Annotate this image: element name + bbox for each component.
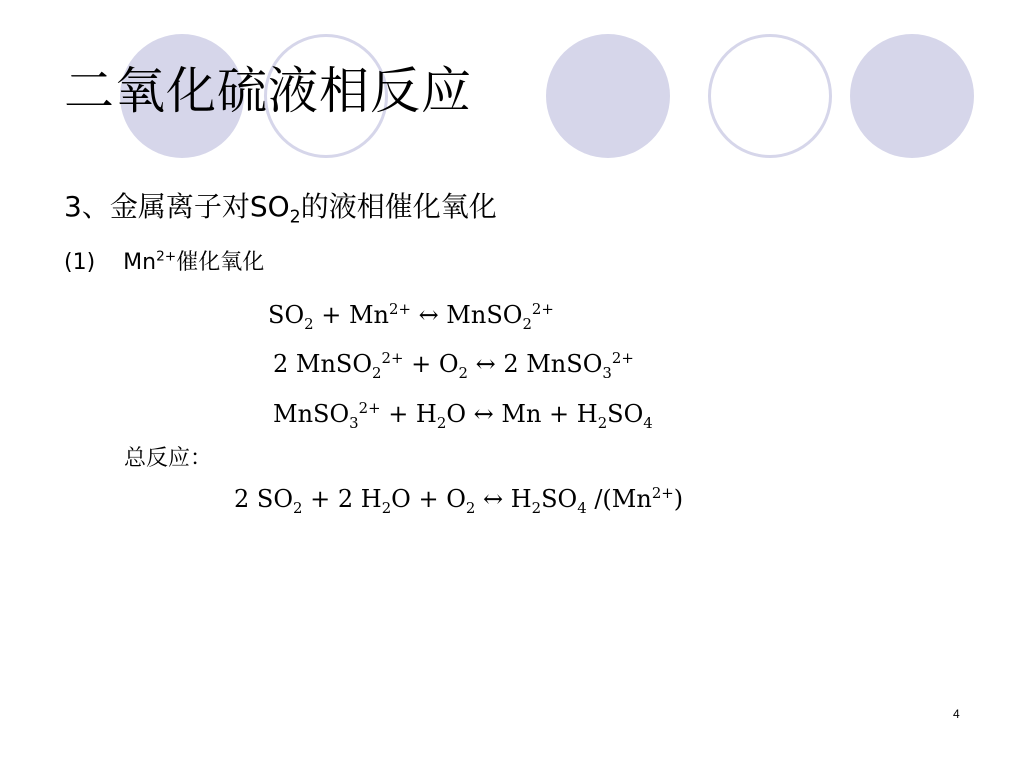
section-heading: [64, 190, 497, 228]
equation-2: 2 MnSO$_2^{2+}$ + $O_2$ ↔ 2 MnSO$_3^{2+}$: [273, 349, 634, 382]
subsection-ion: Mn: [123, 250, 157, 275]
subsection-text: 催化氧化: [176, 250, 265, 275]
total-reaction-label: 总反应：: [124, 446, 213, 471]
slide-title: 二氧化硫液相反应: [64, 62, 472, 120]
equation-3: MnSO$_3^{2+}$ + $H_2O$ ↔ $Mn + H_2SO_4$: [273, 399, 653, 432]
decor-circle-3: [546, 34, 670, 158]
total-equation: 2 $SO_2 + 2$ $H_2O + O_2$ ↔ $H_2SO_4$ $/(Mn^{2+})$: [234, 484, 684, 517]
subsection-charge: 2+: [156, 248, 177, 265]
page-number: 4: [953, 707, 960, 721]
heading-prefix: 3、金属离子对SO: [64, 190, 290, 223]
decor-circle-5: [850, 34, 974, 158]
equation-1: $SO_2 + Mn^{2+}$ ↔ MnSO$_2^{2+}$: [268, 300, 554, 333]
subsection-heading: [64, 248, 265, 275]
heading-subscript: 2: [289, 207, 301, 228]
heading-suffix: 的液相催化氧化: [300, 190, 497, 223]
decor-circle-4: [708, 34, 832, 158]
subsection-number: (1): [64, 250, 96, 275]
